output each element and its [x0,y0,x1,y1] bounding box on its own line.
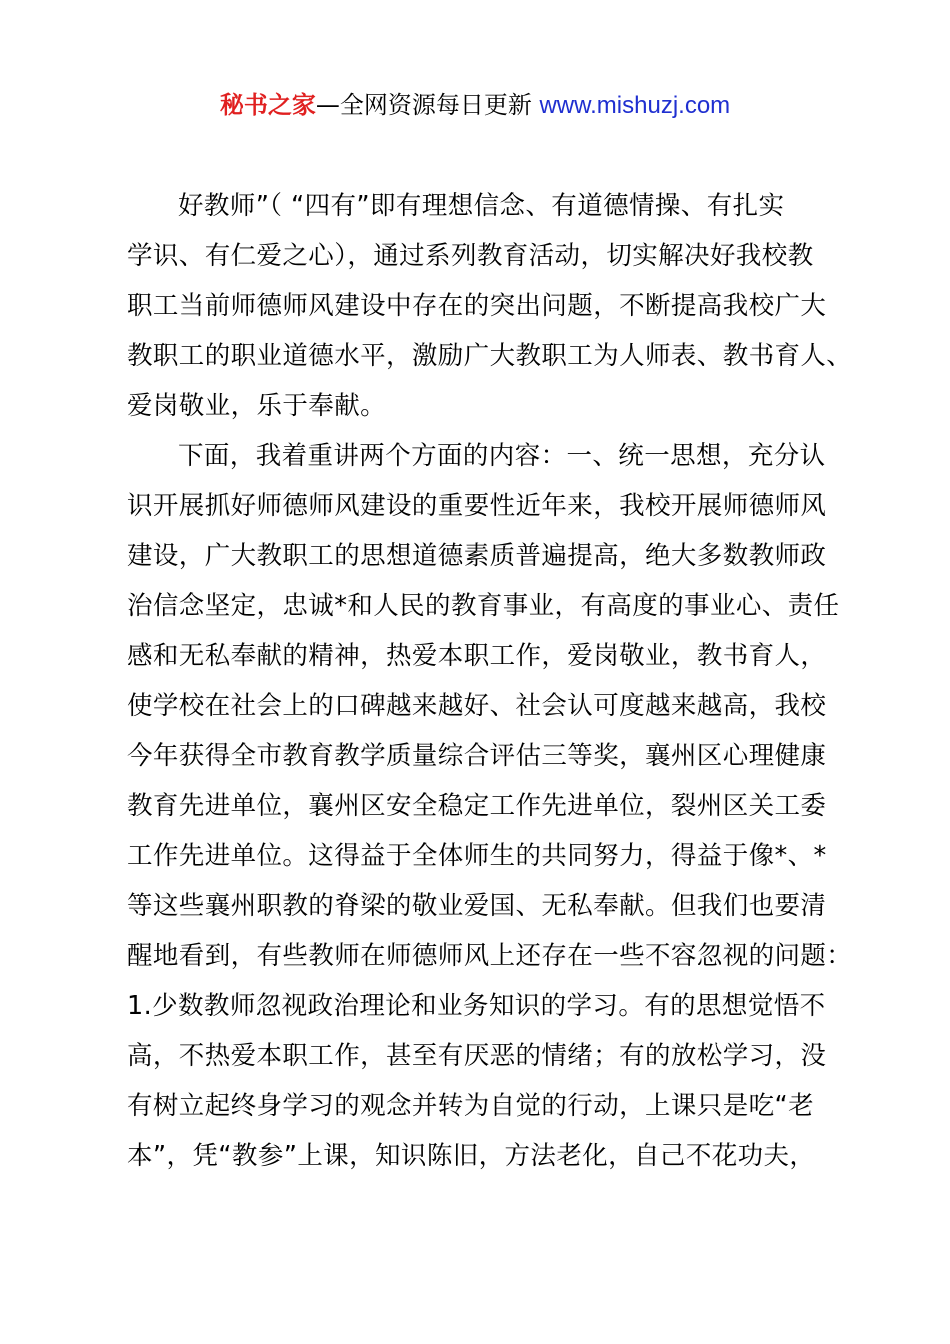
text-line: 等这些襄州职教的脊梁的敬业爱国、无私奉献。但我们也要清 [127,891,827,921]
text-line: 下面，我着重讲两个方面的内容：一、统一思想，充分认 [178,441,826,471]
text-line: 治信念坚定，忠诚*和人民的教育事业，有高度的事业心、责任 [127,591,840,621]
text-line: 教职工的职业道德水平，激励广大教职工为人师表、教书育人、 [127,341,853,371]
text-line: 好教师”（ “四有”即有理想信念、有道德情操、有扎实 [178,191,785,221]
text-line: 有树立起终身学习的观念并转为自觉的行动，上课只是吃“老 [127,1091,815,1121]
text-line: 爱岗敬业，乐于奉献。 [127,391,387,421]
body-text [127,181,867,1181]
text-line: 使学校在社会上的口碑越来越好、社会认可度越来越高，我校 [127,691,827,721]
text-line: 学识、有仁爱之心），通过系列教育活动，切实解决好我校教 [127,241,814,271]
text-line: 职工当前师德师风建设中存在的突出问题，不断提高我校广大 [127,291,827,321]
text-line: 感和无私奉献的精神，热爱本职工作，爱岗敬业，教书育人， [127,641,827,671]
page-header [0,88,950,123]
brand-name: 秘书之家 [219,91,316,119]
header-tagline: —全网资源每日更新 [315,91,540,119]
text-line: 高，不热爱本职工作，甚至有厌恶的情绪；有的放松学习，没 [127,1041,827,1071]
text-line: 识开展抓好师德师风建设的重要性近年来，我校开展师德师风 [127,491,827,521]
text-line: 工作先进单位。这得益于全体师生的共同努力，得益于像*、* [127,841,827,871]
text-line: 教育先进单位，襄州区安全稳定工作先进单位，裂州区关工委 [127,791,827,821]
text-line: 1.少数教师忽视政治理论和业务知识的学习。有的思想觉悟不 [127,991,826,1021]
text-line: 醒地看到，有些教师在师德师风上还存在一些不容忽视的问题： [127,941,853,971]
text-line: 本”，凭“教参”上课，知识陈旧，方法老化，自己不花功夫， [127,1141,816,1171]
text-line: 今年获得全市教育教学质量综合评估三等奖，襄州区心理健康 [127,741,827,771]
text-line: 建设，广大教职工的思想道德素质普遍提高，绝大多数教师政 [127,541,827,571]
website-link[interactable]: www.mishuzj.com [539,92,731,119]
